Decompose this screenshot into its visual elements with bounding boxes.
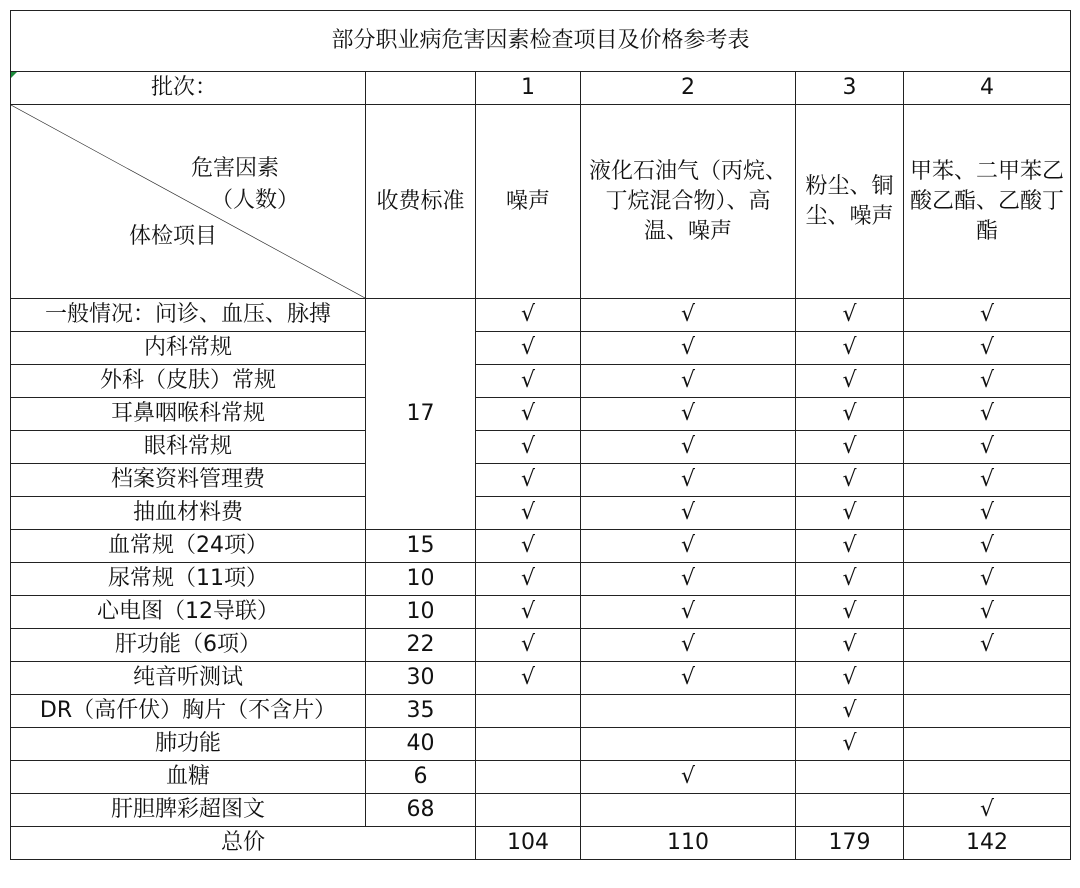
table-row (11, 563, 1071, 596)
item-fee: 30 (366, 662, 476, 695)
exam-item-name: 耳鼻咽喉科常规 (11, 398, 366, 431)
price-table (10, 10, 1071, 860)
check-batch-4: √ (904, 530, 1071, 563)
check-batch-3: √ (796, 662, 904, 695)
check-batch-4: √ (904, 497, 1071, 530)
diagonal-line (11, 105, 365, 298)
check-batch-4 (904, 695, 1071, 728)
total-batch-2: 110 (581, 827, 796, 860)
check-batch-2 (581, 794, 796, 827)
check-batch-1: √ (476, 530, 581, 563)
factor-3: 粉尘、铜尘、噪声 (796, 105, 904, 299)
item-fee: 68 (366, 794, 476, 827)
check-batch-3: √ (796, 365, 904, 398)
check-batch-1: √ (476, 332, 581, 365)
batch-3: 3 (796, 72, 904, 105)
check-batch-4 (904, 761, 1071, 794)
batch-label-text: 批次： (151, 75, 218, 100)
table-row (11, 332, 1071, 365)
table-row (11, 794, 1071, 827)
check-batch-1: √ (476, 563, 581, 596)
batch-blank (366, 72, 476, 105)
check-batch-4: √ (904, 629, 1071, 662)
table-row (11, 365, 1071, 398)
check-batch-2: √ (581, 365, 796, 398)
check-batch-4 (904, 728, 1071, 761)
check-batch-1 (476, 728, 581, 761)
item-fee: 10 (366, 596, 476, 629)
batch-4: 4 (904, 72, 1071, 105)
table-row (11, 530, 1071, 563)
check-batch-3 (796, 761, 904, 794)
total-row (11, 827, 1071, 860)
exam-item-name: 内科常规 (11, 332, 366, 365)
batch-row (11, 72, 1071, 105)
header-row (11, 105, 1071, 299)
table-row (11, 629, 1071, 662)
batch-1: 1 (476, 72, 581, 105)
item-fee: 10 (366, 563, 476, 596)
total-batch-3: 179 (796, 827, 904, 860)
check-batch-4: √ (904, 332, 1071, 365)
check-batch-2 (581, 728, 796, 761)
check-batch-3: √ (796, 530, 904, 563)
check-batch-3: √ (796, 728, 904, 761)
check-batch-3: √ (796, 695, 904, 728)
factor-1: 噪声 (476, 105, 581, 299)
check-batch-2: √ (581, 596, 796, 629)
exam-item-name: 肺功能 (11, 728, 366, 761)
check-batch-1: √ (476, 299, 581, 332)
exam-item-name: 血常规（24项） (11, 530, 366, 563)
total-batch-1: 104 (476, 827, 581, 860)
batch-label (11, 72, 366, 105)
exam-item-name: 档案资料管理费 (11, 464, 366, 497)
diagonal-header-cell (11, 105, 366, 299)
exam-item-name: 肝功能（6项） (11, 629, 366, 662)
table-row (11, 662, 1071, 695)
table-title: 部分职业病危害因素检查项目及价格参考表 (11, 11, 1071, 72)
check-batch-4: √ (904, 431, 1071, 464)
table-row (11, 695, 1071, 728)
exam-item-name: 外科（皮肤）常规 (11, 365, 366, 398)
total-batch-4: 142 (904, 827, 1071, 860)
check-batch-2: √ (581, 299, 796, 332)
exam-item-name: 肝胆脾彩超图文 (11, 794, 366, 827)
exam-item-name: 尿常规（11项） (11, 563, 366, 596)
exam-item-name: 一般情况：问诊、血压、脉搏 (11, 299, 366, 332)
check-batch-1: √ (476, 464, 581, 497)
table-row (11, 761, 1071, 794)
check-batch-2: √ (581, 530, 796, 563)
total-label: 总价 (11, 827, 476, 860)
check-batch-2: √ (581, 497, 796, 530)
check-batch-1 (476, 794, 581, 827)
check-batch-1: √ (476, 431, 581, 464)
check-batch-4: √ (904, 365, 1071, 398)
check-batch-2: √ (581, 761, 796, 794)
table-row (11, 464, 1071, 497)
check-batch-4: √ (904, 398, 1071, 431)
check-batch-1: √ (476, 662, 581, 695)
check-batch-3: √ (796, 299, 904, 332)
exam-item-name: 心电图（12导联） (11, 596, 366, 629)
check-batch-1 (476, 695, 581, 728)
item-fee: 35 (366, 695, 476, 728)
check-batch-4 (904, 662, 1071, 695)
group-fee: 17 (366, 299, 476, 530)
table-row (11, 497, 1071, 530)
check-batch-3: √ (796, 398, 904, 431)
item-fee: 40 (366, 728, 476, 761)
check-batch-3 (796, 794, 904, 827)
factor-2: 液化石油气（丙烷、丁烷混合物）、高温、噪声 (581, 105, 796, 299)
factor-4: 甲苯、二甲苯乙酸乙酯、乙酸丁酯 (904, 105, 1071, 299)
table-row (11, 431, 1071, 464)
exam-item-name: 血糖 (11, 761, 366, 794)
check-batch-1 (476, 761, 581, 794)
table-row (11, 299, 1071, 332)
hazard-factor-label: 危害因素 (191, 156, 280, 181)
price-table-container (10, 10, 1070, 860)
exam-item-name: 抽血材料费 (11, 497, 366, 530)
check-batch-2: √ (581, 629, 796, 662)
check-batch-1: √ (476, 629, 581, 662)
check-batch-1: √ (476, 497, 581, 530)
check-batch-1: √ (476, 398, 581, 431)
check-batch-2 (581, 695, 796, 728)
check-batch-4: √ (904, 596, 1071, 629)
check-batch-3: √ (796, 629, 904, 662)
check-batch-3: √ (796, 497, 904, 530)
item-fee: 15 (366, 530, 476, 563)
check-batch-3: √ (796, 596, 904, 629)
exam-item-name: DR（高仟伏）胸片（不含片） (11, 695, 366, 728)
exam-items-label: 体检项目 (129, 224, 218, 249)
check-batch-3: √ (796, 464, 904, 497)
cell-marker-icon (11, 72, 17, 78)
check-batch-2: √ (581, 431, 796, 464)
check-batch-2: √ (581, 563, 796, 596)
exam-item-name: 纯音听测试 (11, 662, 366, 695)
check-batch-2: √ (581, 332, 796, 365)
exam-item-name: 眼科常规 (11, 431, 366, 464)
check-batch-4: √ (904, 464, 1071, 497)
check-batch-4: √ (904, 299, 1071, 332)
check-batch-3: √ (796, 332, 904, 365)
check-batch-4: √ (904, 794, 1071, 827)
check-batch-4: √ (904, 563, 1071, 596)
check-batch-1: √ (476, 596, 581, 629)
item-fee: 22 (366, 629, 476, 662)
check-batch-3: √ (796, 563, 904, 596)
check-batch-2: √ (581, 398, 796, 431)
check-batch-3: √ (796, 431, 904, 464)
check-batch-2: √ (581, 464, 796, 497)
headcount-label: （人数） (211, 188, 300, 213)
check-batch-2: √ (581, 662, 796, 695)
check-batch-1: √ (476, 365, 581, 398)
fee-header: 收费标准 (366, 105, 476, 299)
item-fee: 6 (366, 761, 476, 794)
table-row (11, 728, 1071, 761)
table-row (11, 596, 1071, 629)
batch-2: 2 (581, 72, 796, 105)
table-row (11, 398, 1071, 431)
